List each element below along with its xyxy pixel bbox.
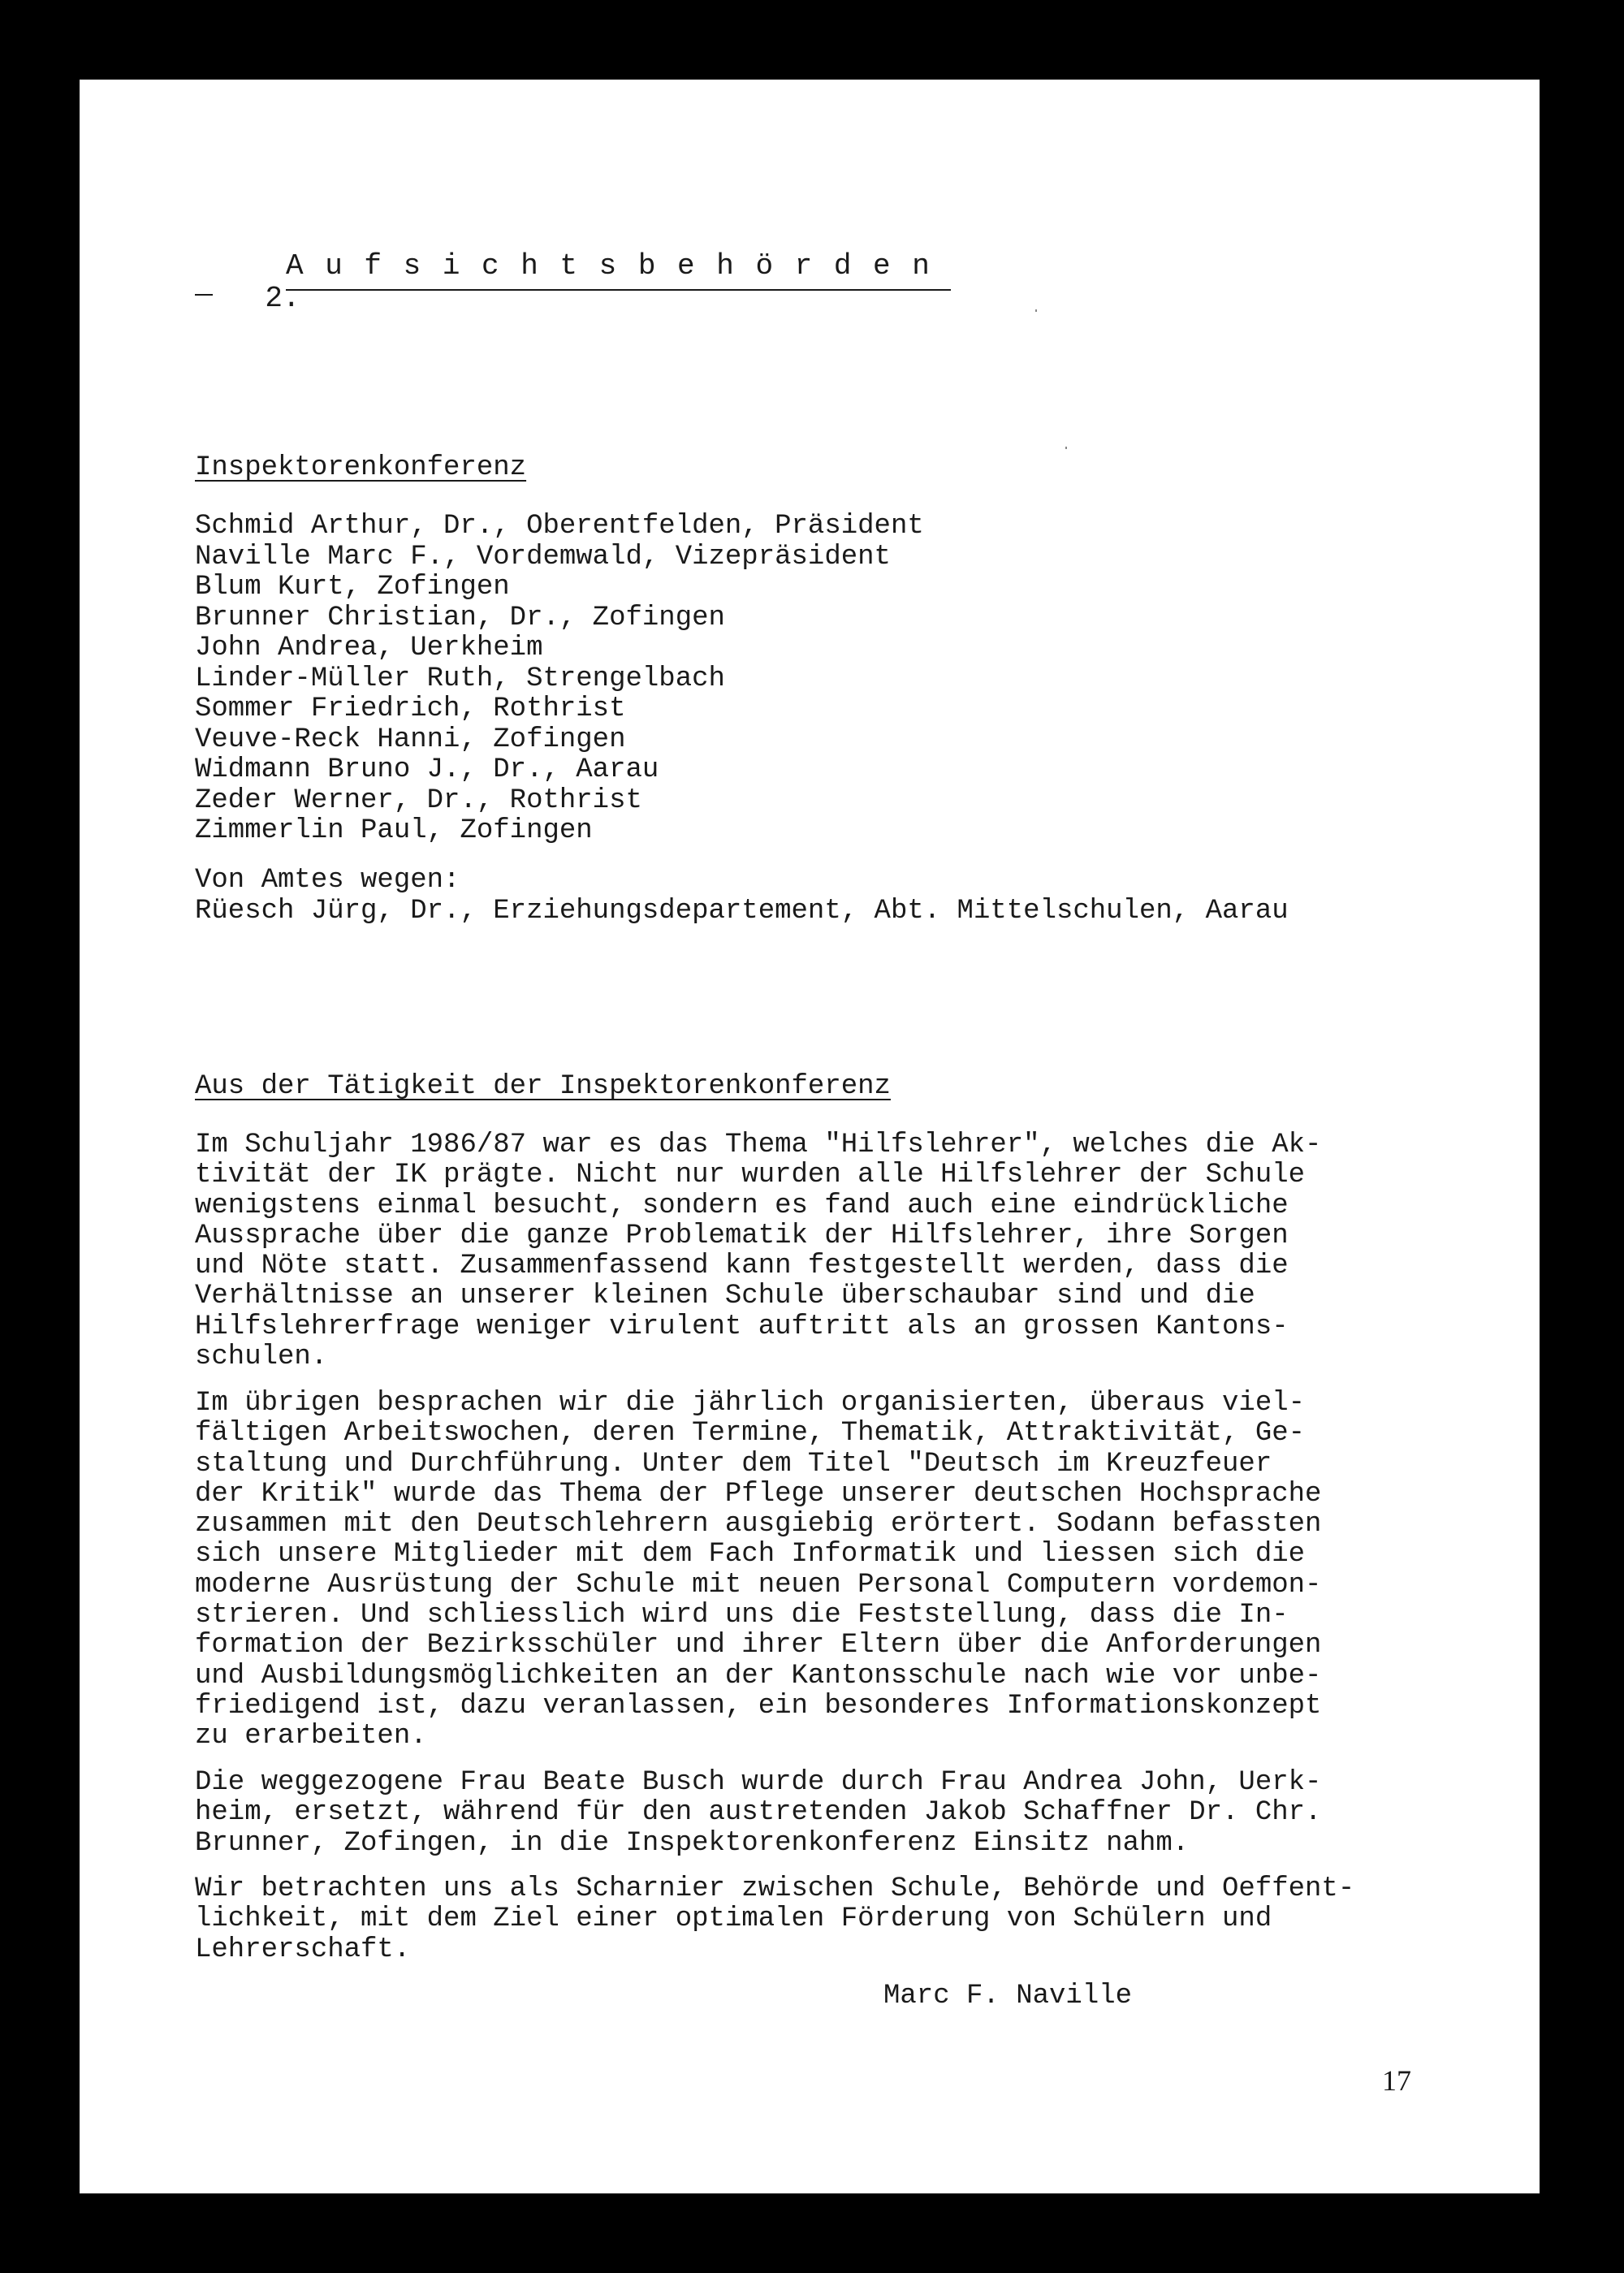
text-line: moderne Ausrüstung der Schule mit neuen Personal Computern vordemon- [195,1569,1322,1601]
scan-speck [1035,309,1037,312]
text-line: zu erarbeiten. [195,1721,427,1752]
paragraph-4-text [195,1874,1535,1965]
member-item: Brunner Christian, Dr., Zofingen [195,602,725,633]
member-item: Naville Marc F., Vordemwald, Vizepräsident [195,541,891,573]
text-line: Brunner, Zofingen, in die Inspektorenkonferenz Einsitz nahm. [195,1827,1190,1859]
member-item: Zeder Werner, Dr., Rothrist [195,784,642,816]
text-line: Lehrerschaft. [195,1934,411,1965]
text-line: Hilfslehrerfrage weniger virulent auftritt als an grossen Kantons- [195,1311,1289,1342]
member-item: John Andrea, Uerkheim [195,633,543,663]
text-line: friedigend ist, dazu veranlassen, ein besonderes Informationskonzept [195,1690,1322,1722]
text-line: Die weggezogene Frau Beate Busch wurde durch Frau Andrea John, Uerk- [195,1767,1322,1798]
text-line: formation der Bezirksschüler und ihrer Eltern über die Anforderungen [195,1630,1322,1662]
text-line: und Nöte statt. Zusammenfassend kann festgestellt werden, dass die [195,1251,1289,1282]
text-line: heim, ersetzt, während für den austretenden Jakob Schaffner Dr. Chr. [195,1797,1322,1829]
text-line: Verhältnisse an unserer kleinen Schule überschaubar sind und die [195,1281,1255,1312]
text-line: sich unsere Mitglieder mit dem Fach Informatik und liessen sich die [195,1539,1306,1571]
text-line: und Ausbildungsmöglichkeiten an der Kantonsschule nach wie vor unbe- [195,1660,1322,1692]
taetigkeit-heading: Aus der Tätigkeit der Inspektorenkonferenz [195,1071,891,1102]
signature: Marc F. Naville [883,1981,1133,2012]
member-item: Schmid Arthur, Dr., Oberentfelden, Präsident [195,511,924,542]
document-page [80,80,1540,2193]
ex-officio-member: Rüesch Jürg, Dr., Erziehungsdepartement, Abt. Mittelschulen, Aarau [195,895,1289,927]
section-number: 2. [265,282,300,315]
text-line: Im übrigen besprachen wir die jährlich organisierten, überaus viel- [195,1388,1306,1419]
text-line: strieren. Und schliesslich wird uns die Feststellung, dass die In- [195,1600,1289,1631]
text-line: tivität der IK prägte. Nicht nur wurden alle Hilfslehrer der Schule [195,1160,1306,1191]
member-item: Widmann Bruno J., Dr., Aarau [195,754,659,785]
paragraph-1 [195,1130,1535,1372]
section-heading [195,249,952,348]
member-item: Zimmerlin Paul, Zofingen [195,815,593,846]
text-line: schulen. [195,1342,328,1373]
page-number: 17 [1382,2064,1411,2097]
text-line: zusammen mit den Deutschlehrern ausgiebig erörtert. Sodann befassten [195,1509,1322,1541]
section-number-underline [195,294,213,296]
text-line: fältigen Arbeitswochen, deren Termine, Thematik, Attraktivität, Ge- [195,1418,1306,1450]
scan-speck [1065,447,1067,449]
text-line: staltung und Durchführung. Unter dem Titel "Deutsch im Kreuzfeuer [195,1448,1272,1480]
text-line: Aussprache über die ganze Problematik der Hilfslehrer, ihre Sorgen [195,1220,1289,1251]
text-line: lichkeit, mit dem Ziel einer optimalen Förderung von Schülern und [195,1904,1272,1935]
member-list [195,512,924,847]
inspektoren-heading: Inspektorenkonferenz [195,452,527,483]
text-line: wenigstens einmal besucht, sondern es fand auch eine eindrückliche [195,1190,1289,1221]
section-title: Aufsichtsbehörden [286,250,951,291]
member-item: Veuve-Reck Hanni, Zofingen [195,724,626,755]
member-item: Linder-Müller Ruth, Strengelbach [195,663,725,694]
member-item: Sommer Friedrich, Rothrist [195,694,626,724]
paragraph-2 [195,1389,1535,1752]
member-item: Blum Kurt, Zofingen [195,572,510,603]
ex-officio-block [195,866,1289,927]
ex-officio-label: Von Amtes wegen: [195,865,460,896]
text-line: Im Schuljahr 1986/87 war es das Thema "Hilfslehrer", welches die Ak- [195,1130,1322,1160]
text-line: Wir betrachten uns als Scharnier zwischen Schule, Behörde und Oeffent- [195,1873,1355,1904]
text-line: der Kritik" wurde das Thema der Pflege unserer deutschen Hochsprache [195,1478,1322,1510]
paragraph-3 [195,1768,1535,1859]
